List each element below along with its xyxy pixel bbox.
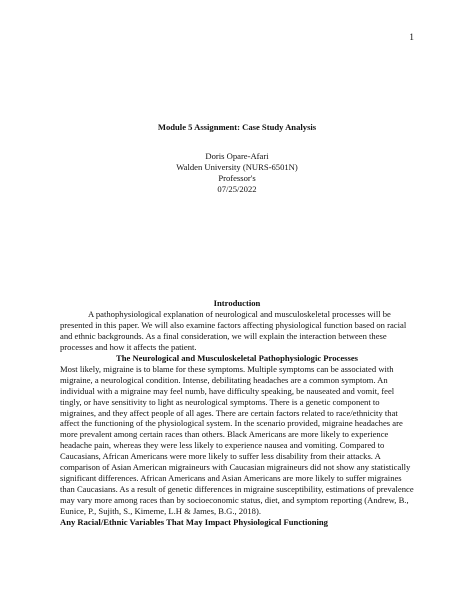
institution: Walden University (NURS-6501N): [176, 162, 298, 172]
neuro-musculoskeletal-heading: The Neurological and Musculoskeletal Pathophysiologic Processes: [116, 352, 358, 363]
neuro-musculoskeletal-paragraph: Most likely, migraine is to blame for these symptoms. Multiple symptoms can be associated with migraine, a neurological condition. Intense, debilitating headaches are a common symptom. An individual with a migraine may feel numb, have difficulty speaking, be nauseated and vomit, feel tingly, or have sensitivity to light as neurological symptoms. There is a genetic component to migraines, and they affect people of all ages. There are certain factors related to race/ethnicity that affect the functioning of the physiological system. In the scenario provided, migraine headaches are more prevalent among certain races than others. Black Americans are more likely to experience headache pain, whereas they were less likely to experience nausea and vomiting. Compared to Caucasians, African Americans were more likely to suffer less disability from their attacks. A comparison of Asian American migraineurs with Caucasian migraineurs did not show any statistically significant differences. African Americans and Asian Americans are more likely to suffer migraines than Caucasians. As a result of genetic differences in migraine susceptibility, estimations of prevalence may vary more among races than by socioeconomic status, diet, and symptom reporting (Andrew, B., Eunice, P., Sujith, S., Kimeme, L.H & James, B.G., 2018).: [60, 363, 414, 517]
date: 07/25/2022: [217, 184, 257, 194]
author-name: Doris Opare-Afari: [205, 151, 269, 161]
professor: Professor's: [218, 173, 256, 183]
racial-ethnic-heading: Any Racial/Ethnic Variables That May Impact Physiological Functioning: [60, 517, 328, 528]
document-title: Module 5 Assignment: Case Study Analysis: [157, 122, 317, 132]
introduction-paragraph: A pathophysiological explanation of neurological and musculoskeletal processes will be presented in this paper. We will also examine factors affecting physiological function based on racial and ethnic backgrounds. As a final consideration, we will explain the interaction between these processes and how it affects the patient.: [60, 308, 407, 352]
introduction-heading: Introduction: [213, 298, 261, 308]
page-number: 1: [409, 33, 414, 43]
document-body: [60, 298, 414, 528]
title-block: [0, 122, 474, 195]
